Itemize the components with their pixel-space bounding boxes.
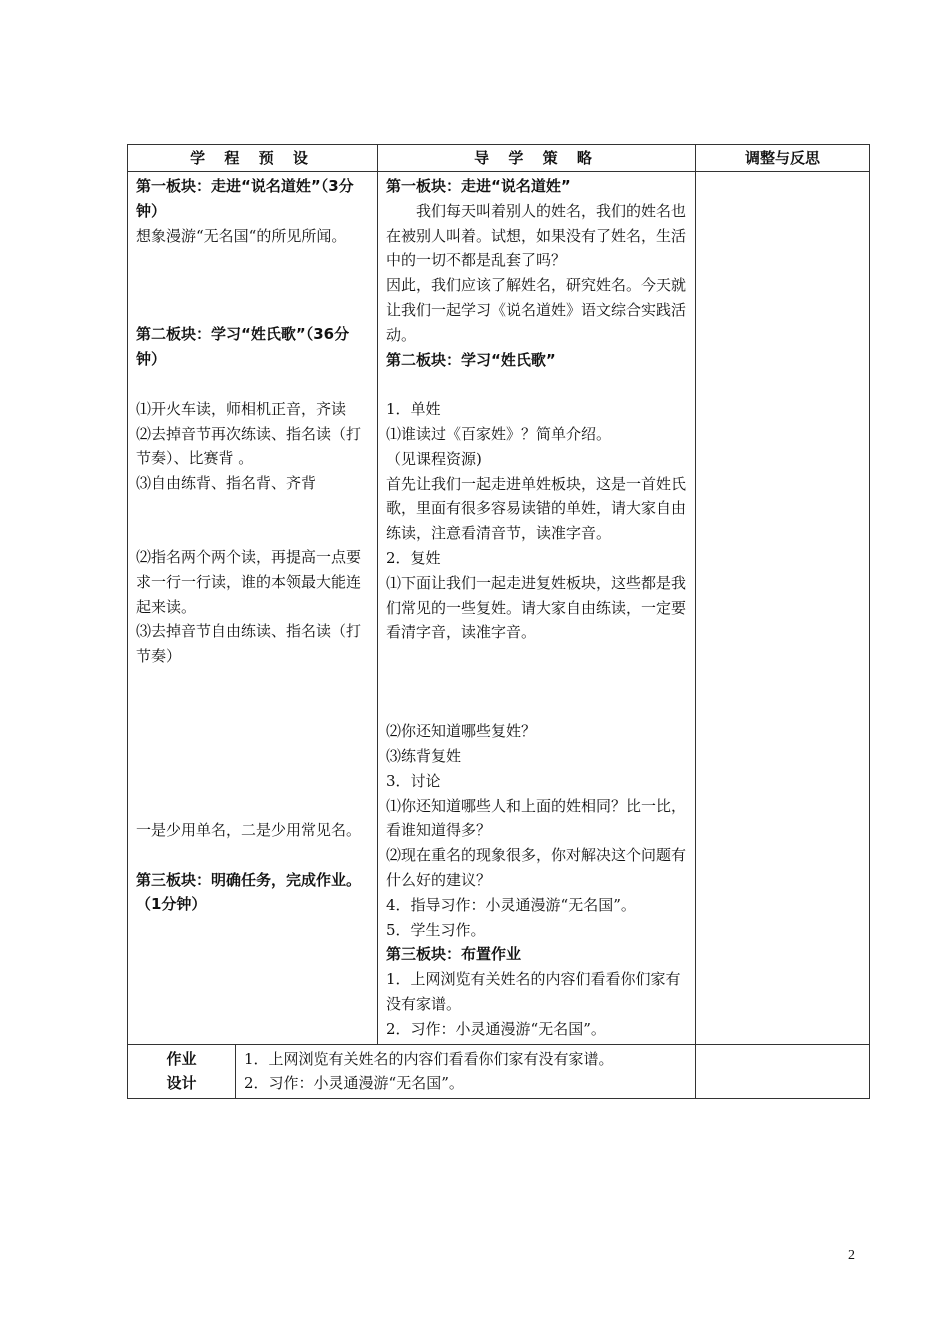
left-section2-item-1: ⑴开火车读，师相机正音，齐读 [136, 399, 347, 418]
homework-label-cell [128, 1044, 236, 1099]
middle-section2-title: 第二板块：学习“姓氏歌” [386, 350, 556, 369]
middle-section1-title: 第一板块：走进“说名道姓” [386, 177, 571, 195]
middle-section2-line-8: ⑶练背复姓 [386, 746, 462, 765]
page-number: 2 [848, 1248, 855, 1263]
left-section2-item-2: ⑵去掉音节再次练读、指名读（打节奏）、比赛背 。 [136, 424, 362, 468]
left-section2-title: 第二板块：学习“姓氏歌”（36分钟） [136, 325, 350, 369]
middle-section3-line-1: 1．上网浏览有关姓名的内容们看看你们家有没有家谱。 [386, 970, 681, 1013]
middle-section2-line-7: ⑵你还知道哪些复姓？ [386, 722, 537, 741]
middle-section2-line-9: 3．讨论 [386, 771, 441, 790]
left-section1-text: 想象漫游“无名国“的所见所闻。 [136, 226, 347, 245]
spacer [136, 496, 369, 545]
middle-section2-line-3: （见课程资源) [386, 449, 482, 468]
left-section2-item-5: ⑶去掉音节自由练读、指名读（打节奏） [136, 622, 362, 666]
middle-section2-line-4: 首先让我们一起走进单姓板块，这是一首姓氏歌，里面有很多容易读错的单姓，请大家自由练读，注意看清音节，读准字音。 [386, 474, 687, 543]
header-col-adjust-reflect [696, 145, 870, 172]
middle-section3-title: 第三板块：布置作业 [386, 945, 522, 964]
middle-section1-para1: 我们每天叫着别人的姓名，我们的姓名也在被别人叫着。试想，如果没有了姓名，生活中的一切不都是乱套了吗？ [386, 201, 687, 270]
spacer [136, 669, 369, 818]
left-section1-title: 第一板块：走进“说名道姓”（3分钟） [136, 177, 354, 220]
middle-section2-line-2: ⑴谁读过《百家姓》？简单介绍。 [386, 424, 612, 443]
spacer [136, 843, 369, 868]
middle-section3-line-2: 2．习作：小灵通漫游“无名国”。 [386, 1019, 606, 1038]
middle-section1-para2: 因此，我们应该了解姓名，研究姓名。今天就让我们一起学习《说名道姓》语文综合实践活动。 [386, 276, 687, 344]
left-section2-item-4: ⑵指名两个两个读，再提高一点要求一行一行读，谁的本领最大能连起来读。 [136, 547, 362, 616]
middle-section2-line-10: ⑴你还知道哪些人和上面的姓相同？比一比，看谁知道得多？ [386, 796, 687, 840]
homework-label-1: 作业 [166, 1049, 197, 1068]
homework-row [128, 1044, 870, 1099]
middle-section2-line-5: 2．复姓 [386, 548, 441, 567]
header-col1-text: 学 程 预 设 [190, 149, 315, 167]
header-col-learning-preset [128, 145, 378, 172]
homework-line-2: 2．习作：小灵通漫游“无名国”。 [244, 1074, 464, 1093]
middle-section2-line-1: 1．单姓 [386, 400, 441, 419]
middle-section2-line-11: ⑵现在重名的现象很多，你对解决这个问题有什么好的建议？ [386, 846, 687, 889]
left-section3-title: 第三板块：明确任务，完成作业。（1分钟） [136, 870, 362, 914]
spacer [136, 248, 369, 322]
reflection-column-cell [696, 172, 870, 1045]
header-col3-text: 调整与反思 [745, 149, 821, 167]
lesson-plan-table [127, 144, 870, 1099]
table-header-row [128, 145, 870, 172]
spacer [386, 372, 687, 397]
table-body-row [128, 172, 870, 1045]
header-col2-text: 导 学 策 略 [474, 149, 599, 167]
homework-reflection-cell [696, 1044, 870, 1099]
spacer [386, 645, 687, 719]
left-section2-note: 一是少用单名，二是少用常见名。 [136, 820, 362, 839]
middle-section2-line-12: 4．指导习作：小灵通漫游“无名国”。 [386, 895, 636, 914]
homework-content-cell [236, 1044, 696, 1099]
middle-section2-line-6: ⑴下面让我们一起走进复姓板块，这些都是我们常见的一些复姓。请大家自由练读，一定要看清字音，读准字音。 [386, 573, 687, 642]
homework-label-2: 设计 [166, 1074, 197, 1093]
left-section2-item-3: ⑶自由练背、指名背、齐背 [136, 474, 317, 493]
middle-section2-line-13: 5．学生习作。 [386, 920, 486, 939]
homework-line-1: 1．上网浏览有关姓名的内容们看看你们家有没有家谱。 [244, 1049, 614, 1068]
middle-column-cell [378, 172, 696, 1045]
spacer [136, 372, 369, 397]
header-col-guidance-strategy [378, 145, 696, 172]
left-column-cell [128, 172, 378, 1045]
